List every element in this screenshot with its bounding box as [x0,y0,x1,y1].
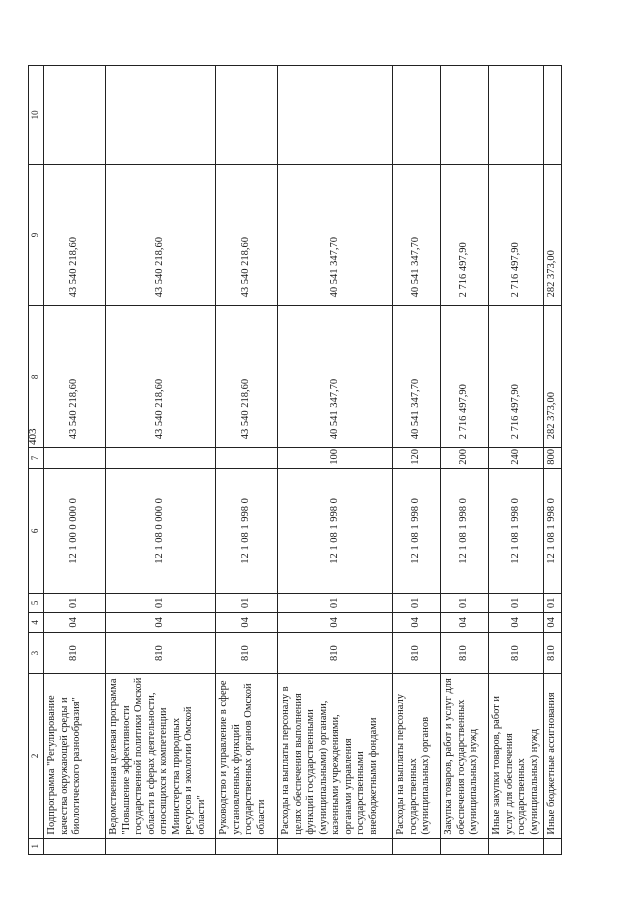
col-header: 10 [29,66,44,165]
target-article-cell: 12 1 00 0 000 0 [44,468,106,593]
col-header: 9 [29,164,44,306]
expense-type-cell [216,448,278,469]
section-code-cell: 04 [278,612,393,633]
amount-cell [393,66,441,165]
expense-type-cell: 100 [278,448,393,469]
col-header: 8 [29,306,44,448]
expense-type-cell: 800 [544,448,562,469]
col-header: 4 [29,612,44,633]
amount-cell: 2 716 497,90 [441,306,489,448]
table-row [441,66,489,855]
row-index-cell [216,838,278,854]
amount-cell: 43 540 218,60 [216,164,278,306]
amount-cell: 43 540 218,60 [216,306,278,448]
amount-cell: 2 716 497,90 [489,164,544,306]
amount-cell: 282 373,00 [544,164,562,306]
ministry-code-cell: 810 [393,633,441,674]
header-row [29,66,44,855]
subsection-code-cell: 01 [278,594,393,612]
col-header: 5 [29,594,44,612]
expense-type-cell: 200 [441,448,489,469]
table-row [216,66,278,855]
row-index-cell [106,838,216,854]
item-name-cell: Иные бюджетные ассигнования [544,674,562,838]
target-article-cell: 12 1 08 1 998 0 [441,468,489,593]
section-code-cell: 04 [216,612,278,633]
item-name-cell: Подпрограмма "Регулирование качества окружающей среды и биологического разнообразия" [44,674,106,838]
target-article-cell: 12 1 08 1 998 0 [393,468,441,593]
table-row [106,66,216,855]
amount-cell: 43 540 218,60 [106,306,216,448]
ministry-code-cell: 810 [489,633,544,674]
col-header: 3 [29,633,44,674]
budget-table [28,65,562,855]
col-header: 2 [29,674,44,838]
section-code-cell: 04 [44,612,106,633]
section-code-cell: 04 [106,612,216,633]
amount-cell: 40 541 347,70 [393,164,441,306]
target-article-cell: 12 1 08 0 000 0 [106,468,216,593]
amount-cell [544,66,562,165]
table-row [489,66,544,855]
expense-type-cell: 120 [393,448,441,469]
target-article-cell: 12 1 08 1 998 0 [278,468,393,593]
amount-cell: 282 373,00 [544,306,562,448]
section-code-cell: 04 [544,612,562,633]
row-index-cell [489,838,544,854]
expense-type-cell: 240 [489,448,544,469]
item-name-cell: Расходы на выплаты персоналу в целях обеспечения выполнения функций государственными (муниципальными) органами, казенными учреждениями, органами управления государственными внебюджетными фондами [278,674,393,838]
row-index-cell [544,838,562,854]
amount-cell: 40 541 347,70 [278,306,393,448]
amount-cell: 40 541 347,70 [278,164,393,306]
ministry-code-cell: 810 [216,633,278,674]
subsection-code-cell: 01 [441,594,489,612]
amount-cell: 40 541 347,70 [393,306,441,448]
target-article-cell: 12 1 08 1 998 0 [216,468,278,593]
amount-cell [216,66,278,165]
amount-cell: 2 716 497,90 [441,164,489,306]
target-article-cell: 12 1 08 1 998 0 [489,468,544,593]
budget-table-rotated [28,65,558,855]
page-number: 403 [27,428,39,445]
col-header: 1 [29,838,44,854]
ministry-code-cell: 810 [544,633,562,674]
amount-cell: 2 716 497,90 [489,306,544,448]
amount-cell: 43 540 218,60 [44,164,106,306]
subsection-code-cell: 01 [44,594,106,612]
amount-cell [489,66,544,165]
subsection-code-cell: 01 [393,594,441,612]
table-row [278,66,393,855]
amount-cell: 43 540 218,60 [44,306,106,448]
amount-cell [441,66,489,165]
amount-cell [44,66,106,165]
ministry-code-cell: 810 [441,633,489,674]
expense-type-cell [44,448,106,469]
target-article-cell: 12 1 08 1 998 0 [544,468,562,593]
table-row [44,66,106,855]
item-name-cell: Иные закупки товаров, работ и услуг для обеспечения государственных (муниципальных) нужд [489,674,544,838]
item-name-cell: Ведомственная целевая программа "Повышение эффективности государственной политики Омской области в сферах деятельности, относящихся к компетенции Министерства природных ресурсов и экологии Омской области" [106,674,216,838]
subsection-code-cell: 01 [216,594,278,612]
item-name-cell: Расходы на выплаты персоналу государственных (муниципальных) органов [393,674,441,838]
subsection-code-cell: 01 [544,594,562,612]
row-index-cell [44,838,106,854]
amount-cell: 43 540 218,60 [106,164,216,306]
section-code-cell: 04 [441,612,489,633]
amount-cell [106,66,216,165]
item-name-cell: Руководство и управление в сфере установленных функций государственных органов Омской области [216,674,278,838]
amount-cell [278,66,393,165]
row-index-cell [441,838,489,854]
col-header: 7 [29,448,44,469]
col-header: 6 [29,468,44,593]
section-code-cell: 04 [489,612,544,633]
section-code-cell: 04 [393,612,441,633]
ministry-code-cell: 810 [106,633,216,674]
table-row [544,66,562,855]
subsection-code-cell: 01 [489,594,544,612]
item-name-cell: Закупка товаров, работ и услуг для обеспечения государственных (муниципальных) нужд [441,674,489,838]
row-index-cell [278,838,393,854]
expense-type-cell [106,448,216,469]
table-row [393,66,441,855]
subsection-code-cell: 01 [106,594,216,612]
ministry-code-cell: 810 [44,633,106,674]
ministry-code-cell: 810 [278,633,393,674]
row-index-cell [393,838,441,854]
